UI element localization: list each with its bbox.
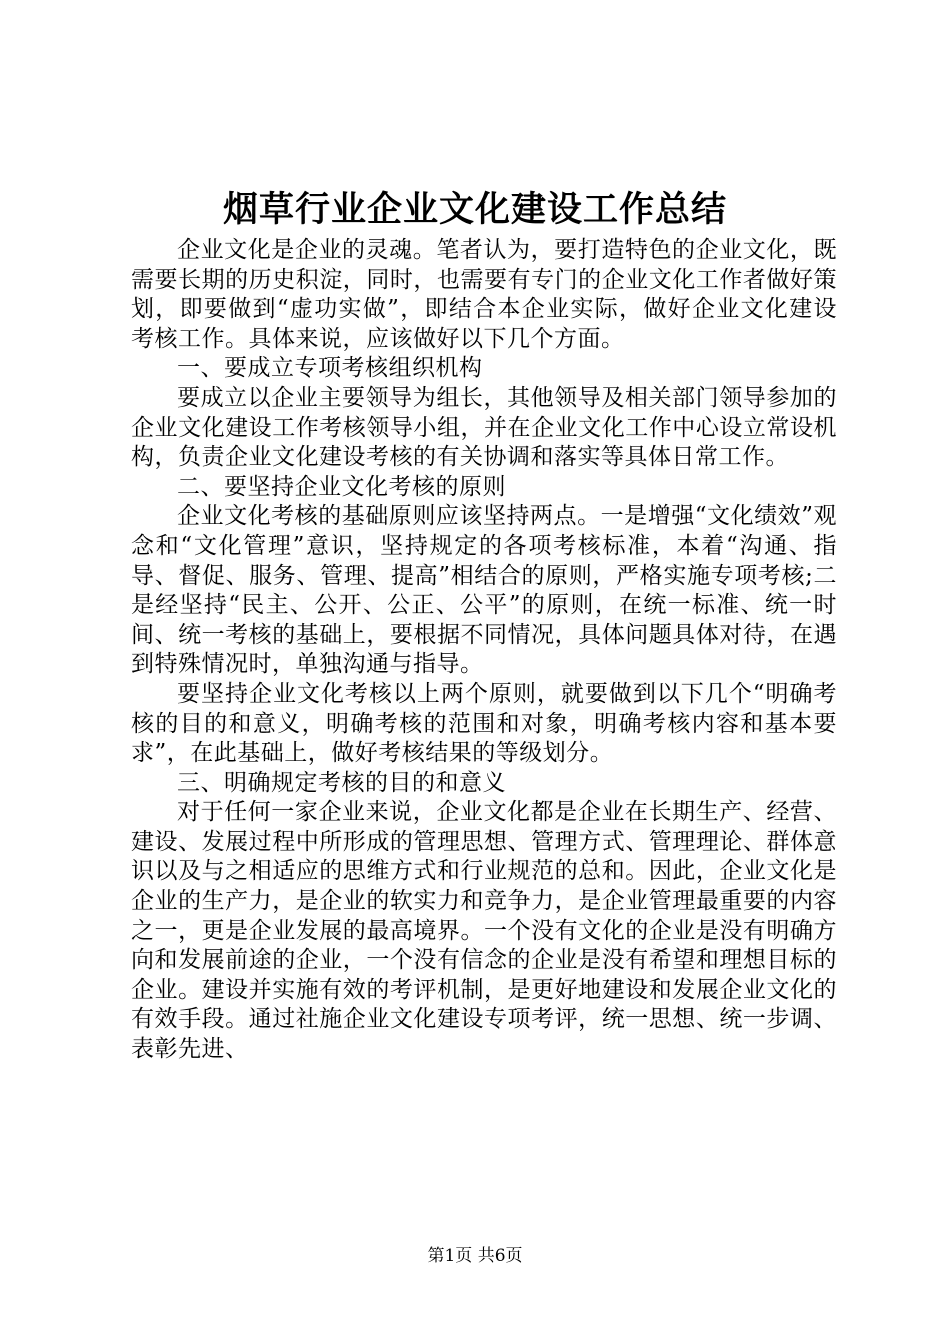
document-title: 烟草行业企业文化建设工作总结 (222, 189, 727, 230)
paragraph-section-2: 企业文化考核的基础原则应该坚持两点。一是增强“文化绩效”观念和“文化管理”意识，坚持规定的各项考核标准，本着“沟通、指导、督促、服务、管理、提高”相结合的原则，严格实施专项考核;二是经坚持“民主、公开、公正、公平”的原则，在统一标准、统一时间、统一考核的基础上，要根据不同情况，具体问题具体对待，在遇到特殊情况时，单独沟通与指导。 (131, 503, 837, 678)
paragraph-section-2-followup: 要坚持企业文化考核以上两个原则，就要做到以下几个“明确考核的目的和意义，明确考核的范围和对象，明确考核内容和基本要求”，在此基础上，做好考核结果的等级划分。 (131, 680, 837, 767)
paragraph-section-1: 要成立以企业主要领导为组长，其他领导及相关部门领导参加的企业文化建设工作考核领导小组，并在企业文化工作中心设立常设机构，负责企业文化建设考核的有关协调和落实等具体日常工作。 (131, 384, 837, 471)
section-heading-3: 三、明确规定考核的目的和意义 (177, 769, 506, 796)
paragraph-section-3: 对于任何一家企业来说，企业文化都是企业在长期生产、经营、建设、发展过程中所形成的管理思想、管理方式、管理理论、群体意识以及与之相适应的思维方式和行业规范的总和。因此，企业文化是企业的生产力，是企业的软实力和竞争力，是企业管理最重要的内容之一，更是企业发展的最高境界。一个没有文化的企业是没有明确方向和发展前途的企业，一个没有信念的企业是没有希望和理想目标的企业。建设并实施有效的考评机制，是更好地建设和发展企业文化的有效手段。通过社施企业文化建设专项考评，统一思想、统一步调、表彰先进、 (131, 799, 837, 1063)
document-body (131, 236, 837, 1065)
page-number-footer: 第1页 共6页 (427, 1246, 523, 1266)
section-heading-1: 一、要成立专项考核组织机构 (177, 355, 483, 382)
paragraph-intro: 企业文化是企业的灵魂。笔者认为，要打造特色的企业文化，既需要长期的历史积淀，同时，也需要有专门的企业文化工作者做好策划，即要做到“虚功实做”，即结合本企业实际，做好企业文化建设考核工作。具体来说，应该做好以下几个方面。 (131, 237, 837, 352)
section-heading-2: 二、要坚持企业文化考核的原则 (177, 473, 506, 500)
